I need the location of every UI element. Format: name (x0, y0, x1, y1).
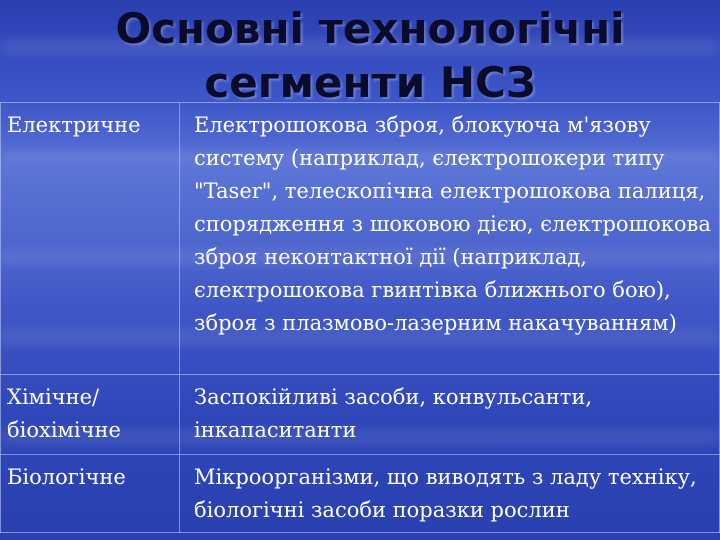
description-cell: Мікроорганізми, що виводять з ладу техніку, біологічні засоби поразки рослин (180, 455, 720, 533)
table-row (1, 375, 720, 455)
description-cell: Електрошокова зброя, блокуюча м'язову систему (наприклад, єлектрошокери типу "Taser", телескопічна електрошокова палиця, спорядження з шоковою дією, єлектрошокова зброя неконтактної дії (наприклад, єлектрошокова гвинтівка ближнього бою), зброя з плазмово-лазерним накачуванням) (180, 103, 720, 375)
category-cell: Хімічне/ біохімічне (1, 375, 180, 455)
table-row (1, 103, 720, 375)
category-cell: Біологічне (1, 455, 180, 533)
slide-title-line-1: Основні технологічні (115, 4, 625, 53)
slide-title (60, 2, 680, 110)
category-cell: Електричне (1, 103, 180, 375)
slide-title-line-2: сегменти НСЗ (204, 58, 536, 107)
segments-table (0, 102, 720, 533)
table-row (1, 455, 720, 533)
description-cell: Заспокійливі засоби, конвульсанти, інкапаситанти (180, 375, 720, 455)
